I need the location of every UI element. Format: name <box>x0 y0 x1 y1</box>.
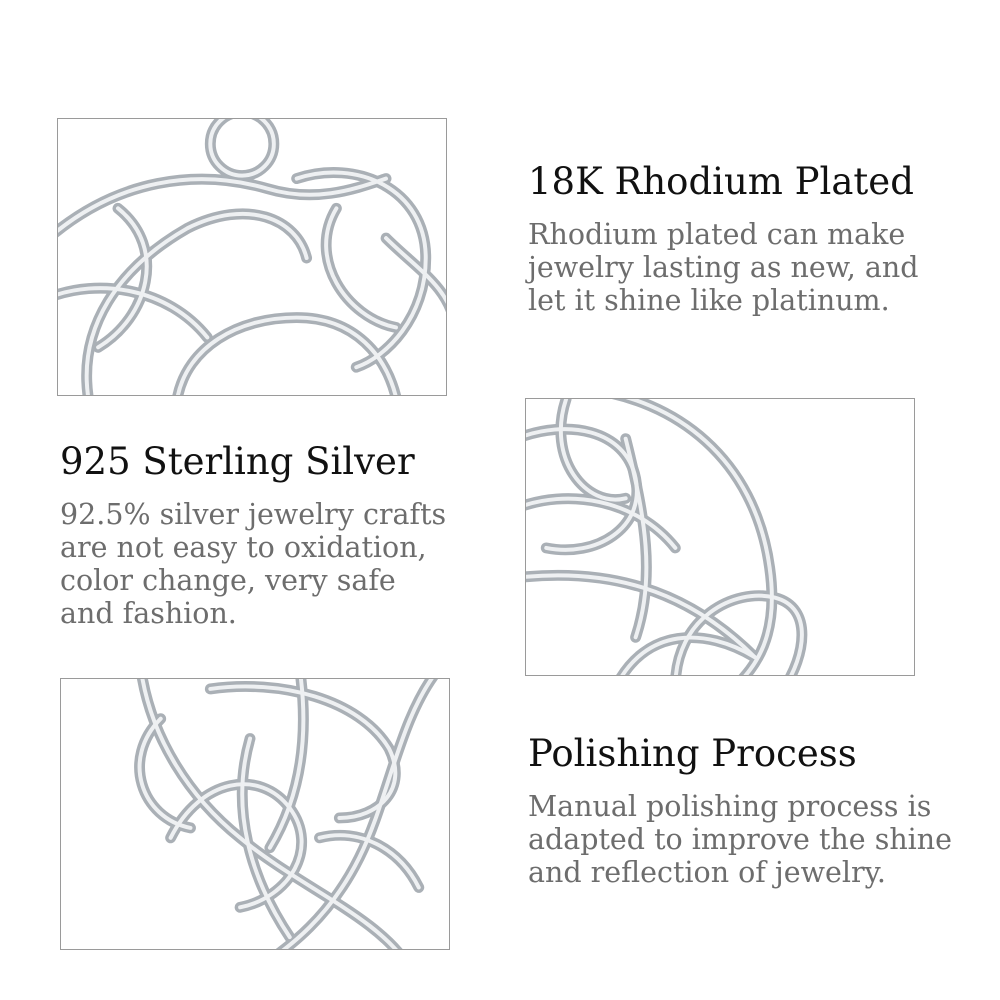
celtic-knot-closeup-bail-icon <box>58 119 446 395</box>
detail-photo-side <box>525 398 915 676</box>
celtic-knot-closeup-bottom-icon <box>61 679 449 949</box>
description-line: 92.5% silver jewelry crafts <box>60 498 447 531</box>
feature-description <box>60 498 500 630</box>
feature-description <box>528 218 988 317</box>
feature-rhodium-plated <box>528 160 988 317</box>
description-line: are not easy to oxidation, <box>60 531 427 564</box>
feature-polishing-process <box>528 732 996 889</box>
description-line: Manual polishing process is <box>528 790 932 823</box>
description-line: color change, very safe <box>60 564 396 597</box>
description-line: adapted to improve the shine <box>528 823 953 856</box>
description-line: let it shine like platinum. <box>528 284 890 317</box>
description-line: and fashion. <box>60 597 237 630</box>
feature-title: Polishing Process <box>528 732 857 775</box>
celtic-knot-closeup-side-icon <box>526 399 914 675</box>
detail-photo-bottom <box>60 678 450 950</box>
feature-description <box>528 790 996 889</box>
description-line: Rhodium plated can make <box>528 218 906 251</box>
feature-title: 18K Rhodium Plated <box>528 160 914 203</box>
feature-sterling-silver <box>60 440 500 630</box>
detail-photo-bail <box>57 118 447 396</box>
feature-title: 925 Sterling Silver <box>60 440 415 483</box>
description-line: jewelry lasting as new, and <box>528 251 919 284</box>
description-line: and reflection of jewelry. <box>528 856 886 889</box>
